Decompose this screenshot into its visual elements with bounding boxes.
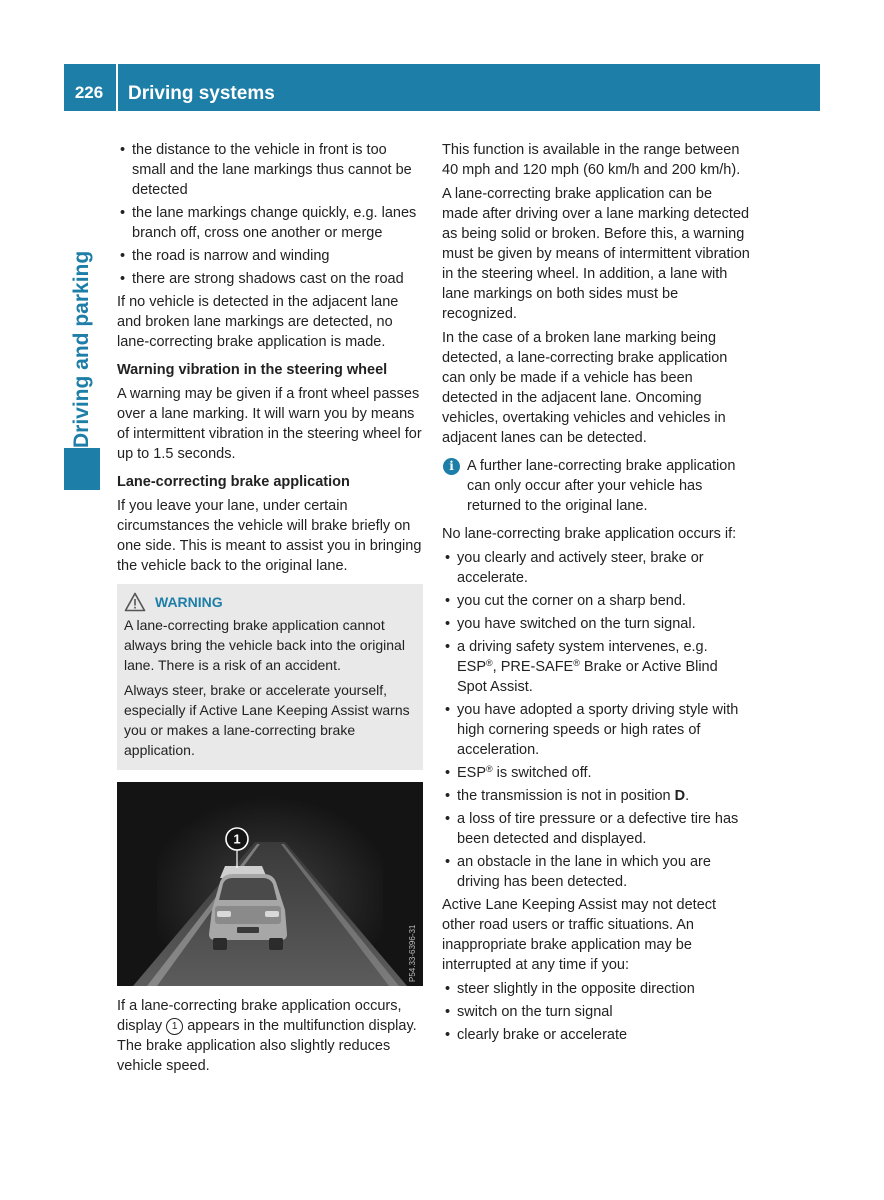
text-fragment: appears in the multifunction display. The brake application also slightly reduces vehicle speed.: [117, 1018, 417, 1074]
text-fragment: the transmission is not in position: [457, 788, 675, 804]
list-item: • the road is narrow and winding: [117, 246, 423, 266]
warning-triangle-icon: [124, 592, 146, 612]
list-item: • you have adopted a sporty driving style with high cornering speeds or high rates of acceleration.: [442, 700, 750, 760]
display-illustration: [117, 782, 423, 986]
side-tab-label: Driving and parking: [64, 200, 100, 448]
header-divider: [116, 64, 118, 111]
figure-code: P54.33-6396-31: [408, 924, 417, 982]
warning-text: Always steer, brake or accelerate yourself, especially if Active Lane Keeping Assist warns you or makes a lane-correcting brake application.: [124, 682, 410, 758]
warning-header: [124, 592, 416, 612]
paragraph: No lane-correcting brake application occurs if:: [442, 526, 737, 542]
car-lane-illustration: [117, 782, 423, 986]
info-icon: i: [443, 458, 460, 475]
list-item: • there are strong shadows cast on the road: [117, 269, 423, 289]
list-item: • switch on the turn signal: [442, 1002, 750, 1022]
list-item: • an obstacle in the lane in which you are driving has been detected.: [442, 852, 750, 892]
text-fragment: , PRE-SAFE: [492, 659, 574, 675]
callout-number: 1: [166, 1018, 183, 1035]
warning-box: [117, 584, 423, 770]
list-item: • the distance to the vehicle in front is too small and the lane markings thus cannot be detected: [117, 140, 423, 200]
left-column: [117, 140, 423, 1080]
list-item: [442, 763, 750, 783]
text-fragment: a driving safety system intervenes, e.g. ESP: [457, 639, 708, 675]
list-item: • the lane markings change quickly, e.g. lanes branch off, cross one another or merge: [117, 203, 423, 243]
paragraph: A lane-correcting brake application can be made after driving over a lane marking detected as being solid or broken. Before this, a warning must be given by means of intermittent vibration in the steering wheel. In addition, a lane with lane markings on both sides must be recognized.: [442, 186, 750, 322]
heading-warning-vibration: Warning vibration in the steering wheel: [117, 362, 388, 378]
heading-lane-correcting: Lane-correcting brake application: [117, 474, 350, 490]
page-number: 226: [74, 83, 104, 102]
paragraph: A warning may be given if a front wheel passes over a lane marking. It will warn you by means of intermittent vibration in the steering wheel for up to 1.5 seconds.: [117, 386, 422, 462]
info-note: [442, 456, 750, 516]
note-text: A further lane-correcting brake application can only occur after your vehicle has returned to the original lane.: [467, 458, 736, 514]
text-fragment: is switched off.: [492, 765, 592, 781]
gear-position: D: [674, 788, 686, 804]
right-column: [442, 140, 750, 1048]
warning-title: WARNING: [155, 594, 223, 610]
list-item: • a loss of tire pressure or a defective tire has been detected and displayed.: [442, 809, 750, 849]
figure-callout: 1: [233, 831, 241, 847]
list-item: • clearly brake or accelerate: [442, 1025, 750, 1045]
paragraph: If you leave your lane, under certain circumstances the vehicle will brake briefly on one side. This is meant to assist you in bringing the vehicle back to the original lane.: [117, 498, 422, 574]
registered-mark: ®: [486, 658, 493, 668]
interrupt-list: [442, 979, 750, 1045]
paragraph: In the case of a broken lane marking being detected, a lane-correcting brake application can only be made if a vehicle has been detected in the adjacent lane. Oncoming vehicles, overtaking vehicles and vehicles in adjacent lanes can be detected.: [442, 330, 728, 446]
text-fragment: Brake or Active Blind Spot Assist.: [457, 659, 718, 695]
warning-text: A lane-correcting brake application cannot always bring the vehicle back into the original lane. There is a risk of an accident.: [124, 617, 405, 673]
paragraph: Active Lane Keeping Assist may not detect other road users or traffic situations. An inappropriate brake application may be interrupted at any time if you:: [442, 897, 717, 973]
text-fragment: If a lane-correcting brake application occurs, display: [117, 998, 402, 1034]
list-item: • you cut the corner on a sharp bend.: [442, 591, 750, 611]
registered-mark: ®: [573, 658, 580, 668]
registered-mark: ®: [486, 764, 493, 774]
condition-list: [117, 140, 423, 289]
list-item: • steer slightly in the opposite direction: [442, 979, 750, 999]
exception-list: [442, 548, 750, 892]
paragraph: If no vehicle is detected in the adjacent lane and broken lane markings are detected, no lane-correcting brake application is made.: [117, 294, 399, 350]
list-item: • you clearly and actively steer, brake or accelerate.: [442, 548, 750, 588]
section-title: Driving systems: [128, 83, 275, 104]
paragraph: This function is available in the range between 40 mph and 120 mph (60 km/h and 200 km/h).: [442, 142, 741, 178]
text-fragment: ESP: [457, 765, 487, 781]
paragraph: [117, 996, 423, 1076]
list-item: • you have switched on the turn signal.: [442, 614, 750, 634]
list-item: [442, 637, 750, 697]
text-fragment: .: [685, 788, 690, 804]
list-item: [442, 786, 750, 806]
